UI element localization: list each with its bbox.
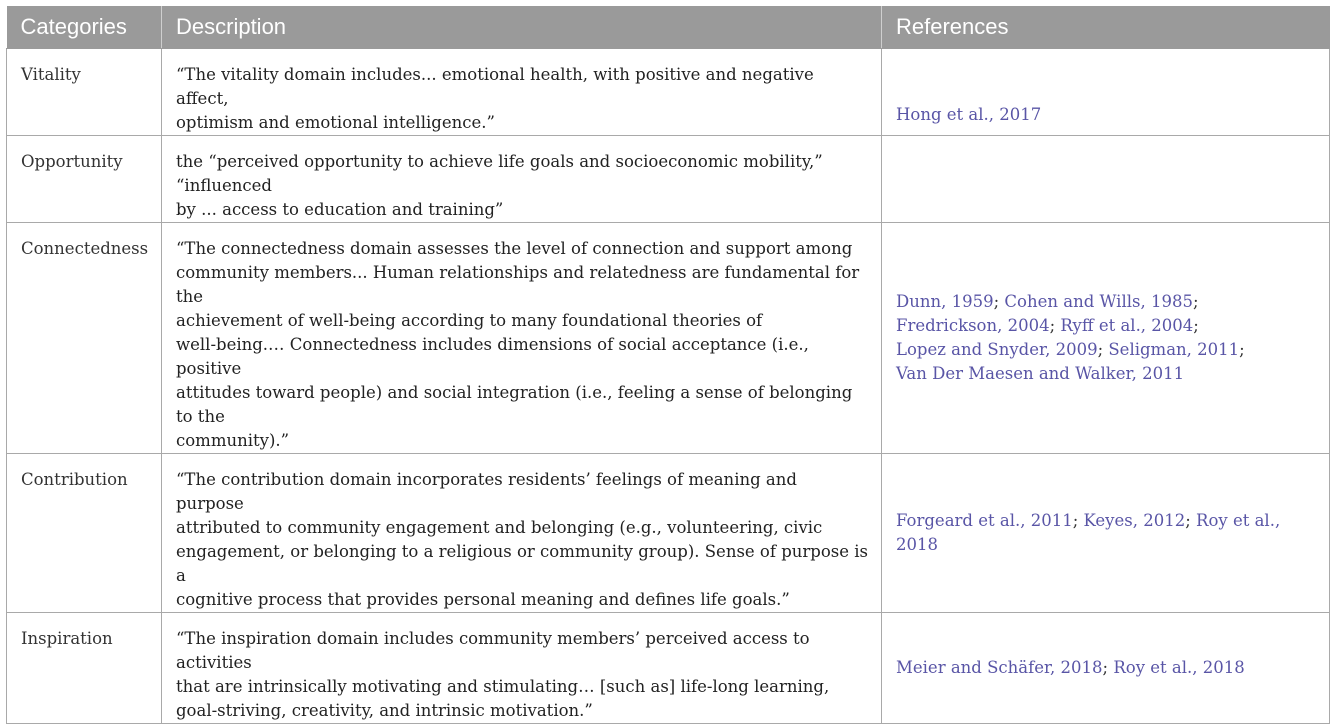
table-row bbox=[7, 136, 1330, 223]
category-cell: Vitality bbox=[7, 49, 162, 136]
table-row bbox=[7, 223, 1330, 454]
reference-link[interactable]: Lopez and Snyder, 2009 bbox=[896, 340, 1098, 359]
description-cell bbox=[162, 49, 882, 136]
description-line: “The contribution domain incorporates residents’ feelings of meaning and purpose bbox=[176, 470, 797, 513]
domains-table bbox=[6, 6, 1330, 724]
references-cell bbox=[882, 49, 1330, 136]
reference-link[interactable]: Hong et al., 2017 bbox=[896, 105, 1042, 124]
description-line: attitudes toward people) and social integration (i.e., feeling a sense of belonging to the bbox=[176, 383, 853, 426]
reference-link[interactable]: Forgeard et al., 2011 bbox=[896, 511, 1073, 530]
reference-line bbox=[896, 362, 1317, 386]
description-line: that are intrinsically motivating and stimulating… [such as] life-long learning, bbox=[176, 677, 830, 696]
description-line: “The vitality domain includes... emotional health, with positive and negative affect, bbox=[176, 65, 814, 108]
description-line: well-being.… Connectedness includes dimensions of social acceptance (i.e., positive bbox=[176, 335, 809, 378]
reference-line: Meier and Schäfer, 2018; Roy et al., 2018 bbox=[896, 658, 1245, 677]
reference-link[interactable]: Keyes, 2012 bbox=[1083, 511, 1186, 530]
category-cell: Inspiration bbox=[7, 613, 162, 724]
header-categories: Categories bbox=[7, 6, 162, 49]
description-line: attributed to community engagement and belonging (e.g., volunteering, civic bbox=[176, 518, 823, 537]
table-row bbox=[7, 613, 1330, 724]
reference-line: Fredrickson, 2004; Ryff et al., 2004; bbox=[896, 316, 1199, 335]
description-line: “The connectedness domain assesses the level of connection and support among bbox=[176, 239, 853, 258]
reference-link[interactable]: Fredrickson, 2004 bbox=[896, 316, 1050, 335]
reference-link[interactable]: Van Der Maesen and Walker, 2011 bbox=[896, 364, 1185, 383]
description-line: optimism and emotional intelligence.” bbox=[176, 113, 495, 132]
reference-line: Forgeard et al., 2011; Keyes, 2012; Roy et al., 2018 bbox=[896, 511, 1281, 554]
reference-link[interactable]: Roy et al., 2018 bbox=[896, 511, 1281, 554]
references-cell bbox=[882, 613, 1330, 724]
description-line: achievement of well-being according to many foundational theories of bbox=[176, 311, 763, 330]
description-cell bbox=[162, 454, 882, 613]
description-line: engagement, or belonging to a religious or community group). Sense of purpose is a bbox=[176, 542, 869, 585]
header-description: Description bbox=[162, 6, 882, 49]
description-line: goal-striving, creativity, and intrinsic motivation.” bbox=[176, 701, 593, 720]
references-cell bbox=[882, 136, 1330, 223]
reference-line: Dunn, 1959; Cohen and Wills, 1985; bbox=[896, 292, 1199, 311]
table-row bbox=[7, 454, 1330, 613]
header-row bbox=[7, 6, 1330, 49]
reference-link[interactable]: Dunn, 1959 bbox=[896, 292, 994, 311]
description-cell bbox=[162, 223, 882, 454]
header-references: References bbox=[882, 6, 1330, 49]
reference-link[interactable]: Cohen and Wills, 1985 bbox=[1004, 292, 1193, 311]
description-line: cognitive process that provides personal meaning and defines life goals.” bbox=[176, 590, 790, 609]
reference-link[interactable]: Meier and Schäfer, 2018 bbox=[896, 658, 1103, 677]
reference-link[interactable]: Roy et al., 2018 bbox=[1113, 658, 1245, 677]
reference-link[interactable]: Seligman, 2011 bbox=[1108, 340, 1240, 359]
description-line: by ... access to education and training” bbox=[176, 200, 504, 219]
description-cell bbox=[162, 613, 882, 724]
description-line: community).” bbox=[176, 431, 290, 450]
references-cell bbox=[882, 223, 1330, 454]
description-line: “The inspiration domain includes community members’ perceived access to activities bbox=[176, 629, 810, 672]
reference-line bbox=[896, 103, 1317, 127]
category-cell: Connectedness bbox=[7, 223, 162, 454]
category-cell: Opportunity bbox=[7, 136, 162, 223]
reference-line: Lopez and Snyder, 2009; Seligman, 2011; bbox=[896, 340, 1245, 359]
description-line: the “perceived opportunity to achieve life goals and socioeconomic mobility,” “influenced bbox=[176, 152, 823, 195]
description-cell bbox=[162, 136, 882, 223]
references-cell bbox=[882, 454, 1330, 613]
table-row bbox=[7, 49, 1330, 136]
category-cell: Contribution bbox=[7, 454, 162, 613]
reference-link[interactable]: Ryff et al., 2004 bbox=[1060, 316, 1194, 335]
description-line: community members... Human relationships and relatedness are fundamental for the bbox=[176, 263, 860, 306]
